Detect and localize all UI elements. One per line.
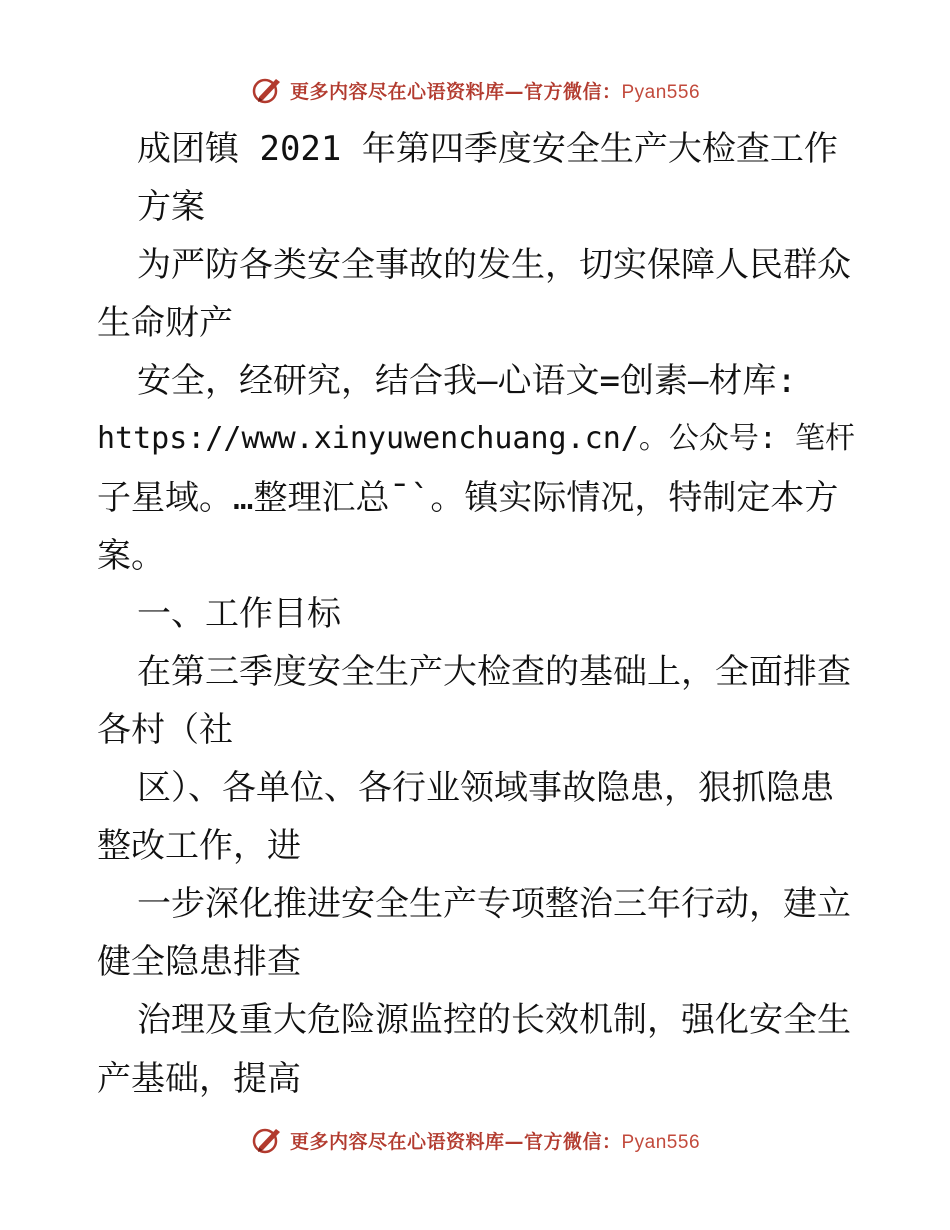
- footer-watermark-banner: [0, 1120, 950, 1160]
- paragraph-line: 在第三季度安全生产大检查的基础上，全面排查: [137, 651, 851, 692]
- paragraph-line: 产基础，提高: [97, 1058, 301, 1099]
- watermark-label: 更多内容尽在心语资料库—官方微信：: [289, 1130, 622, 1153]
- paragraph-line: 区）、各单位、各行业领域事故隐患，狠抓隐患: [137, 768, 834, 809]
- paragraph-line: 治理及重大危险源监控的长效机制，强化安全生: [137, 1000, 851, 1041]
- paragraph-line: 安全，经研究，结合我—心语文=创素—材库:: [137, 361, 797, 402]
- watermark-text: [290, 77, 700, 104]
- watermark-handle: Pyan556: [621, 81, 701, 103]
- paragraph-line: 为严防各类安全事故的发生，切实保障人民群众: [137, 245, 851, 286]
- document-title-continued: 方案: [137, 187, 205, 228]
- paragraph-line: 健全隐患排查: [97, 942, 301, 983]
- paragraph-line: https://www.xinyuwenchuang.cn/。公众号: 笔杆: [97, 421, 855, 457]
- document-title: 成团镇 2021 年第四季度安全生产大检查工作: [137, 129, 838, 169]
- paragraph-line: 案。: [97, 535, 165, 576]
- paragraph-line: 子星域。…整理汇总¯`。镇实际情况，特制定本方: [97, 477, 839, 518]
- paragraph-line: 一步深化推进安全生产专项整治三年行动，建立: [137, 884, 851, 925]
- document-body: [97, 120, 857, 1108]
- header-watermark-banner: [0, 70, 950, 110]
- section-heading: 一、工作目标: [137, 593, 341, 634]
- watermark-text: [290, 1127, 700, 1154]
- paragraph-line: 各村（社: [97, 709, 233, 750]
- pen-logo-icon: [250, 73, 284, 107]
- watermark-label: 更多内容尽在心语资料库—官方微信：: [289, 80, 622, 103]
- paragraph-line: 整改工作，进: [97, 826, 301, 867]
- pen-logo-icon: [250, 1123, 284, 1157]
- watermark-handle: Pyan556: [621, 1131, 701, 1153]
- paragraph-line: 生命财产: [97, 303, 233, 344]
